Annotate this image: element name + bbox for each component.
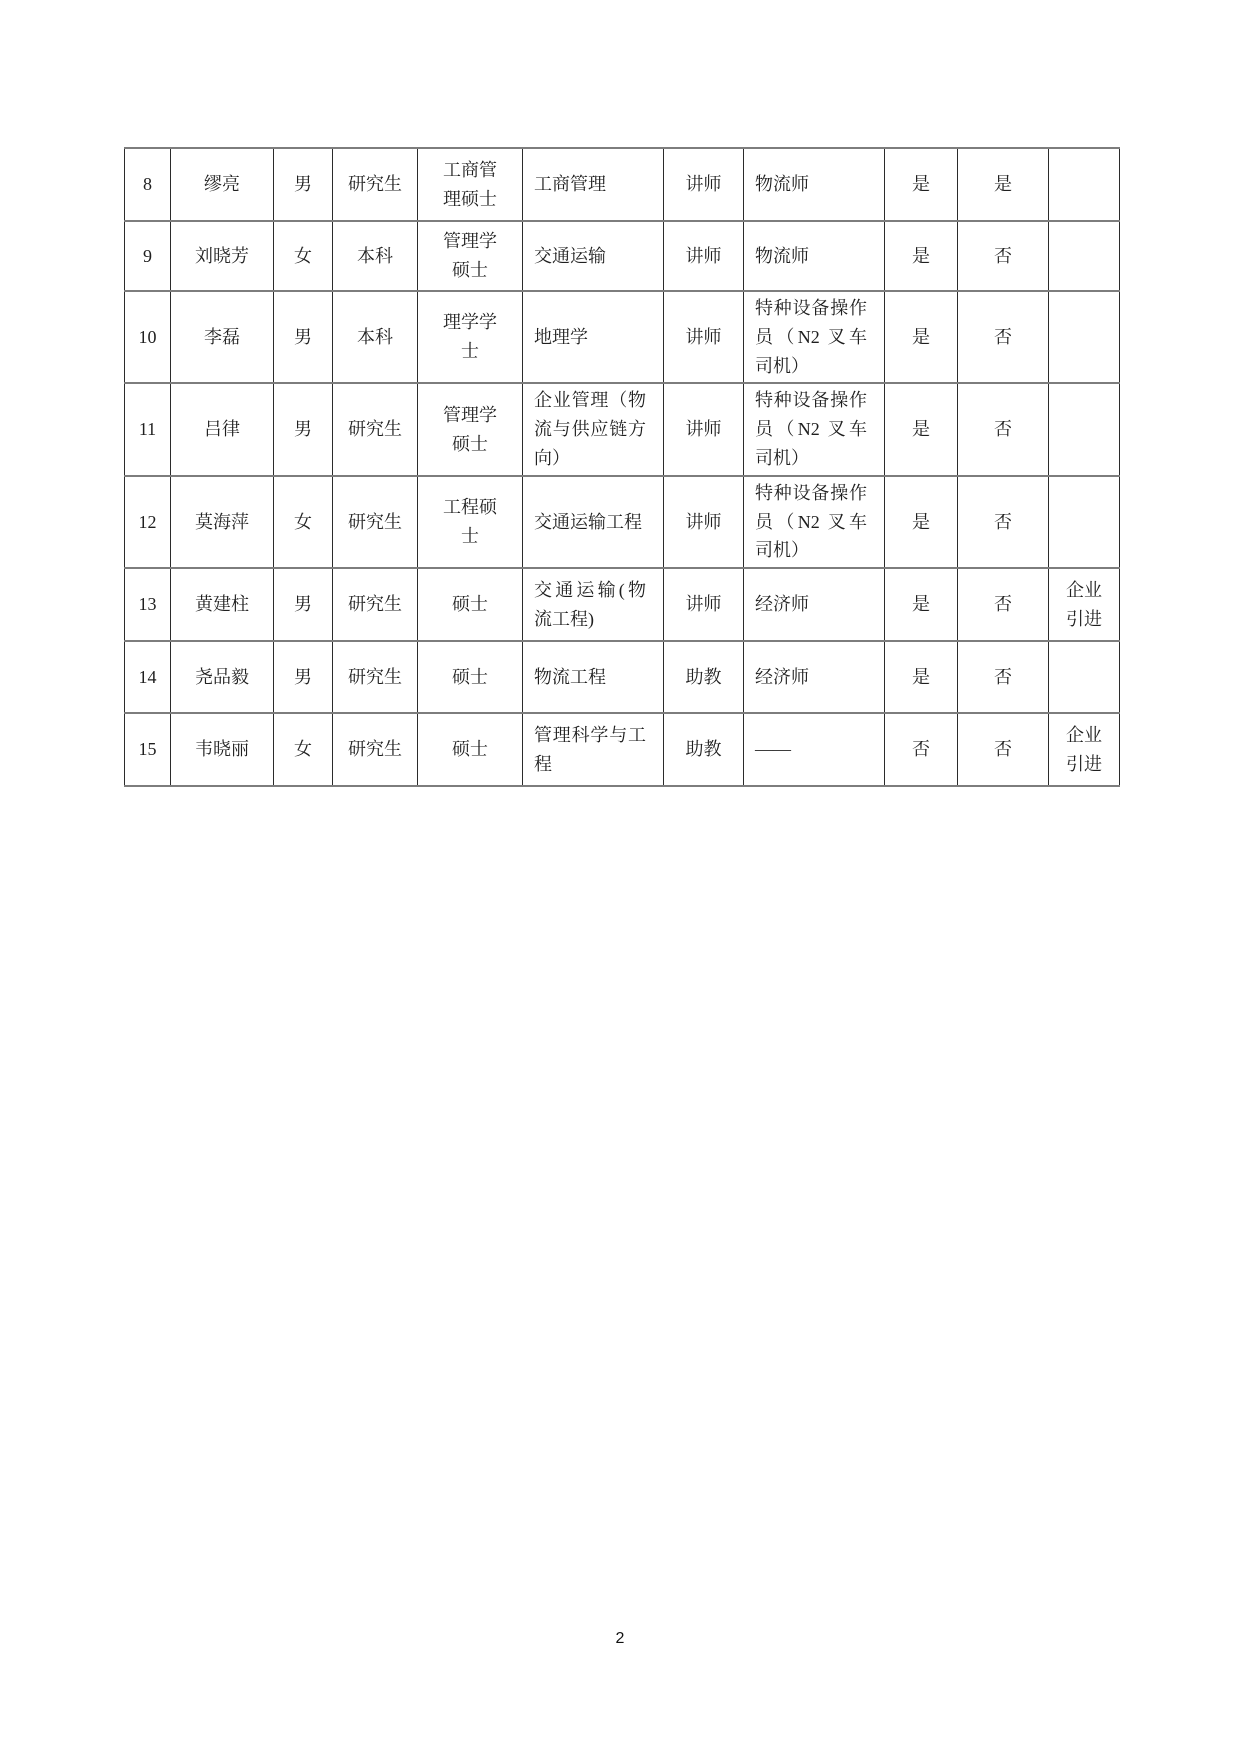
table-cell: 是 (958, 148, 1049, 221)
table-cell: 交通运输(物流工程) (523, 568, 664, 641)
table-cell: 10 (125, 291, 171, 383)
table-cell: 女 (274, 476, 333, 568)
table-cell: 地理学 (523, 291, 664, 383)
table-cell: 研究生 (333, 383, 418, 475)
table-cell: 物流师 (744, 221, 885, 291)
table-cell: 硕士 (418, 641, 523, 713)
table-cell: 本科 (333, 221, 418, 291)
table-cell: 否 (885, 713, 958, 786)
table-cell: 是 (885, 383, 958, 475)
table-cell (1049, 291, 1120, 383)
table-cell: 助教 (664, 713, 744, 786)
table-cell: 特种设备操作员（N2 叉车司机） (744, 476, 885, 568)
table-cell: 15 (125, 713, 171, 786)
table-cell: 研究生 (333, 568, 418, 641)
table-cell (1049, 221, 1120, 291)
table-cell: 9 (125, 221, 171, 291)
table-cell: 是 (885, 291, 958, 383)
table-cell: 企业引进 (1049, 568, 1120, 641)
table-cell: 理学学士 (418, 291, 523, 383)
table-cell: 工程硕士 (418, 476, 523, 568)
table-row (125, 568, 1120, 641)
table-cell: 8 (125, 148, 171, 221)
table-cell (1049, 148, 1120, 221)
table-cell: 否 (958, 641, 1049, 713)
table-row (125, 148, 1120, 221)
table-cell: 14 (125, 641, 171, 713)
table-cell: 管理科学与工程 (523, 713, 664, 786)
table-cell: 黄建柱 (171, 568, 274, 641)
table-cell: 交通运输工程 (523, 476, 664, 568)
table-cell (1049, 383, 1120, 475)
table-cell: 物流师 (744, 148, 885, 221)
table-cell: 缪亮 (171, 148, 274, 221)
table-cell: 否 (958, 476, 1049, 568)
table-row (125, 641, 1120, 713)
table-cell: 特种设备操作员（N2 叉车司机） (744, 383, 885, 475)
table-cell: 13 (125, 568, 171, 641)
table-cell: 刘晓芳 (171, 221, 274, 291)
table-cell: 助教 (664, 641, 744, 713)
table-cell: 女 (274, 713, 333, 786)
table-cell: 经济师 (744, 641, 885, 713)
table-cell: 交通运输 (523, 221, 664, 291)
table-cell: 否 (958, 713, 1049, 786)
table-cell: 韦晓丽 (171, 713, 274, 786)
table-cell: 是 (885, 221, 958, 291)
table-cell (1049, 476, 1120, 568)
table-cell: 讲师 (664, 476, 744, 568)
table-cell: 讲师 (664, 383, 744, 475)
table-cell: 尧品毅 (171, 641, 274, 713)
table-cell: 男 (274, 641, 333, 713)
table-cell: 否 (958, 383, 1049, 475)
table-cell: 女 (274, 221, 333, 291)
table-cell: —— (744, 713, 885, 786)
table-cell: 男 (274, 291, 333, 383)
table-row (125, 476, 1120, 568)
table-row (125, 713, 1120, 786)
table-cell: 讲师 (664, 148, 744, 221)
table-cell: 否 (958, 221, 1049, 291)
table-cell: 否 (958, 291, 1049, 383)
table-cell: 是 (885, 568, 958, 641)
table-cell: 管理学硕士 (418, 221, 523, 291)
table-cell: 经济师 (744, 568, 885, 641)
table-cell: 特种设备操作员（N2 叉车司机） (744, 291, 885, 383)
table-cell: 企业引进 (1049, 713, 1120, 786)
page-number: 2 (615, 1630, 625, 1647)
table-cell: 男 (274, 148, 333, 221)
table-cell: 管理学硕士 (418, 383, 523, 475)
table-cell: 研究生 (333, 713, 418, 786)
table-cell: 男 (274, 568, 333, 641)
table-cell: 讲师 (664, 221, 744, 291)
table-cell: 工商管理 (523, 148, 664, 221)
table-cell: 是 (885, 641, 958, 713)
faculty-table (124, 147, 1120, 787)
table-cell: 讲师 (664, 568, 744, 641)
table-cell: 研究生 (333, 148, 418, 221)
table-cell: 李磊 (171, 291, 274, 383)
table-row (125, 221, 1120, 291)
table-row (125, 383, 1120, 475)
table-cell: 是 (885, 148, 958, 221)
table-cell: 莫海萍 (171, 476, 274, 568)
table-cell: 研究生 (333, 641, 418, 713)
table-cell: 物流工程 (523, 641, 664, 713)
table-cell: 吕律 (171, 383, 274, 475)
table-cell: 男 (274, 383, 333, 475)
table-cell: 讲师 (664, 291, 744, 383)
table-cell: 工商管理硕士 (418, 148, 523, 221)
table-cell: 12 (125, 476, 171, 568)
table-cell: 是 (885, 476, 958, 568)
table-cell (1049, 641, 1120, 713)
table-cell: 研究生 (333, 476, 418, 568)
table-cell: 11 (125, 383, 171, 475)
table-cell: 否 (958, 568, 1049, 641)
faculty-table-body (125, 148, 1120, 786)
table-row (125, 291, 1120, 383)
table-cell: 企业管理（物流与供应链方向） (523, 383, 664, 475)
table-cell: 硕士 (418, 713, 523, 786)
table-cell: 本科 (333, 291, 418, 383)
table-cell: 硕士 (418, 568, 523, 641)
